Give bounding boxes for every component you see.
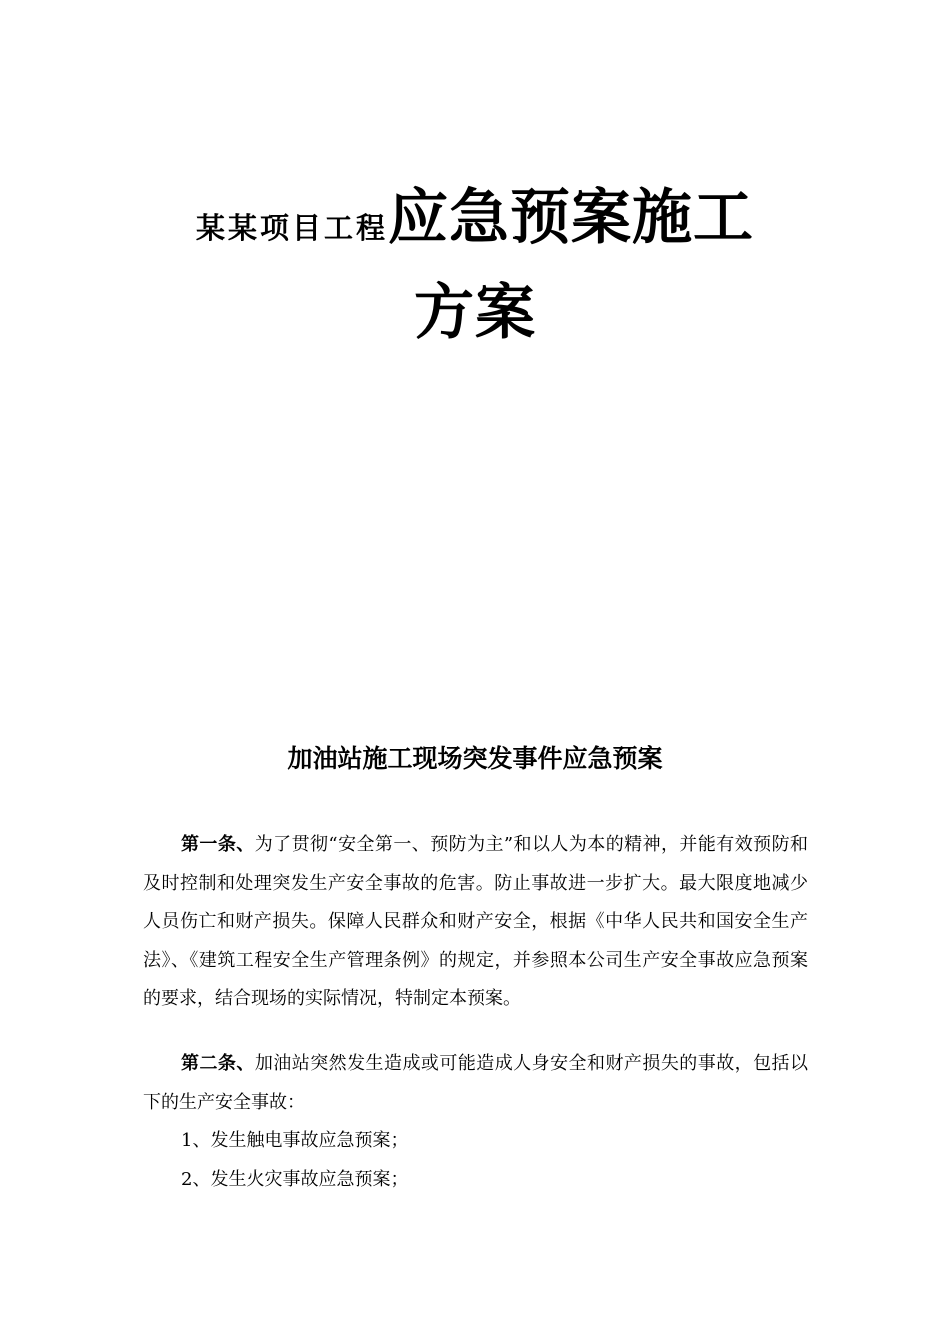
list-item: 1、发生触电事故应急预案； xyxy=(181,1130,409,1151)
article-1 xyxy=(143,826,808,1019)
article-2 xyxy=(143,1045,808,1199)
article-1-label: 第一条、 xyxy=(181,834,255,855)
article-1-paragraph xyxy=(143,826,808,1019)
cover-title xyxy=(0,178,950,368)
cover-title-prefix: 某某项目工程 xyxy=(195,211,388,245)
article-2-label: 第二条、 xyxy=(181,1053,255,1074)
article-2-paragraph xyxy=(143,1045,808,1122)
cover-title-main-2: 方案 xyxy=(414,278,536,348)
cover-title-main-1: 应急预案施工 xyxy=(388,183,754,253)
section-title: 加油站施工现场突发事件应急预案 xyxy=(287,744,663,773)
article-1-text: 为了贯彻“安全第一、预防为主”和以人为本的精神，并能有效预防和及时控制和处理突发生产安全事故的危害。防止事故进一步扩大。最大限度地减少人员伤亡和财产损失。保障人民群众和财产安全，根据《中华人民共和国安全生产法》、《建筑工程安全生产管理条例》的规定，并参照本公司生产安全事故应急预案的要求，结合现场的实际情况，特制定本预案。 xyxy=(143,834,808,1009)
article-2-text: 加油站突然发生造成或可能造成人身安全和财产损失的事故，包括以下的生产安全事故： xyxy=(143,1053,809,1113)
cover-title-line-2 xyxy=(0,273,950,368)
list-item: 2、发生火灾事故应急预案； xyxy=(181,1168,409,1190)
cover-title-line-1 xyxy=(0,178,950,273)
